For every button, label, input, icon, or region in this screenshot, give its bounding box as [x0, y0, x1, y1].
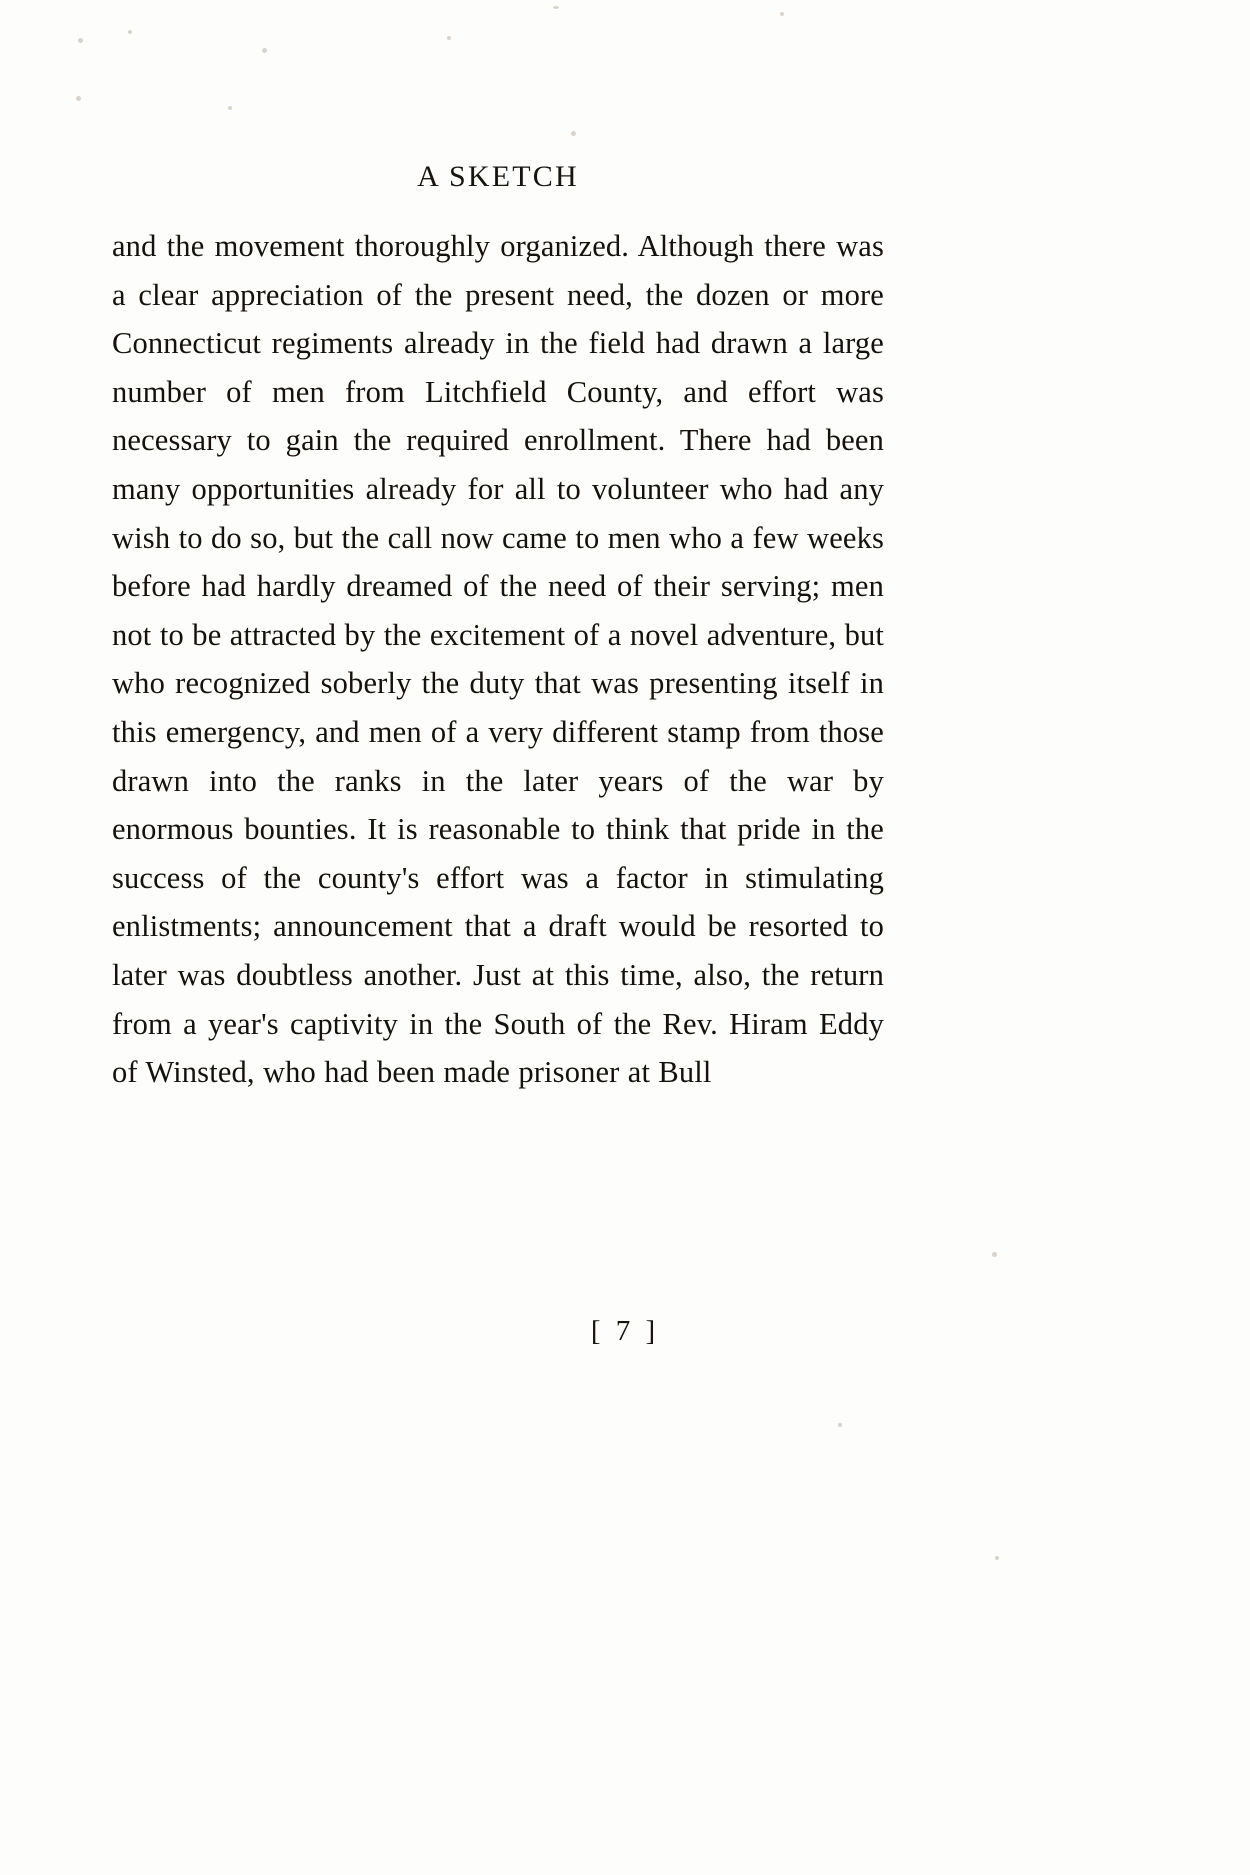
- body-text-block: [112, 222, 884, 1097]
- page-number: [ 7 ]: [590, 1315, 660, 1347]
- body-paragraph: and the movement thoroughly organized. Although there was a clear appreciation of the present need, the dozen or more Connecticut regiments already in the field had drawn a large number of men from Litchfield County, and effort was necessary to gain the required enrollment. There had been many opportunities already for all to volunteer who had any wish to do so, but the call now came to men who a few weeks before had hardly dreamed of the need of their serving; men not to be attracted by the excitement of a novel adventure, but who recognized soberly the duty that was presenting itself in this emergency, and men of a very different stamp from those drawn into the ranks in the later years of the war by enormous bounties. It is reasonable to think that pride in the success of the county's effort was a factor in stimulating enlistments; announcement that a draft would be resorted to later was doubtless another. Just at this time, also, the return from a year's captivity in the South of the Rev. Hiram Eddy of Winsted, who had been made prisoner at Bull: [112, 229, 884, 1090]
- running-head: A SKETCH: [417, 160, 579, 193]
- page-content: [112, 0, 884, 1097]
